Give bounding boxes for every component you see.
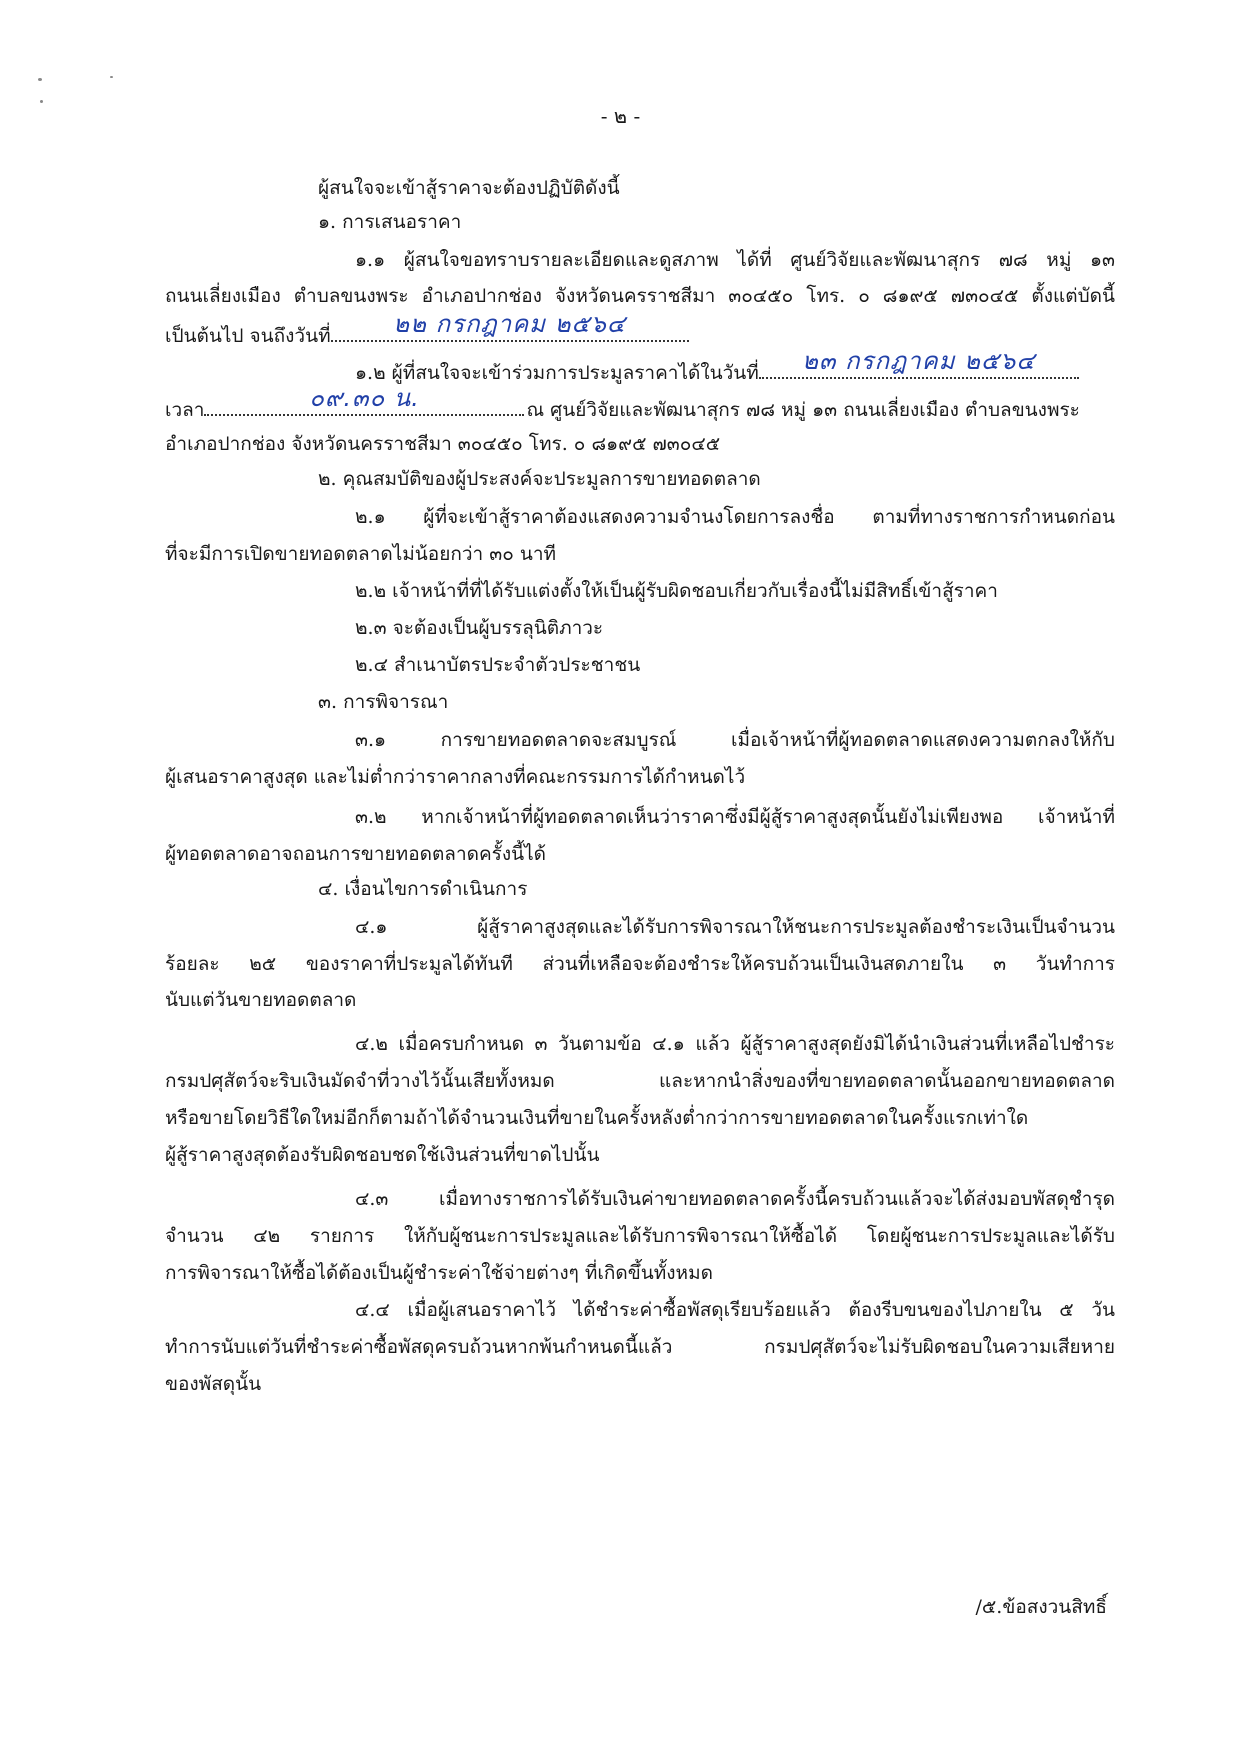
page-number: - ๒ - (600, 104, 641, 128)
continuation-note: /๕.ข้อสงวนสิทธิ์ (975, 1596, 1107, 1618)
para-2-3: ๒.๓ จะต้องเป็นผู้บรรลุนิติภาวะ (355, 617, 604, 639)
handwritten-field-time (204, 384, 524, 416)
para-1-2-label: ๑.๒ ผู้ที่สนใจจะเข้าร่วมการประมูลราคาได้ในวันที่ (355, 362, 759, 384)
para-4-2-line-4: ผู้สู้ราคาสูงสุดต้องรับผิดชอบชดใช้เงินส่วนที่ขาดไปนั้น (165, 1144, 600, 1166)
para-4-2-line-3: หรือขายโดยวิธีใดใหม่อีกก็ตามถ้าได้จำนวนเงินที่ขายในครั้งหลังต่ำกว่าการขายทอดตลาดในครั้งแรกเท่าใด (165, 1107, 1029, 1129)
para-3-1-line-1: ๓.๑ การขายทอดตลาดจะสมบูรณ์ เมื่อเจ้าหน้าที่ผู้ทอดตลาดแสดงความตกลงให้กับ (355, 729, 1115, 751)
para-4-3-line-3: การพิจารณาให้ซื้อได้ต้องเป็นผู้ชำระค่าใช้จ่ายต่างๆ ที่เกิดขึ้นทั้งหมด (165, 1262, 713, 1284)
para-3-2-line-1: ๓.๒ หากเจ้าหน้าที่ผู้ทอดตลาดเห็นว่าราคาซึ่งมีผู้สู้ราคาสูงสุดนั้นยังไม่เพียงพอ เจ้าหน้าที่ (355, 806, 1115, 828)
section-2-heading: ๒. คุณสมบัติของผู้ประสงค์จะประมูลการขายทอดตลาด (318, 468, 761, 490)
handwritten-field-end-date (331, 310, 689, 342)
venue-text: ณ ศูนย์วิจัยและพัฒนาสุกร ๗๘ หมู่ ๑๓ ถนนเลี่ยงเมือง ตำบลขนงพระ (526, 399, 1080, 421)
para-1-2-line-2 (165, 384, 1080, 424)
para-4-1-line-3: นับแต่วันขายทอดตลาด (165, 989, 357, 1011)
para-1-1-until-label: เป็นต้นไป จนถึงวันที่ (165, 325, 331, 347)
handwritten-field-auction-date (759, 347, 1079, 379)
section-3-heading: ๓. การพิจารณา (318, 691, 449, 713)
para-4-4-line-2: ทำการนับแต่วันที่ชำระค่าซื้อพัสดุครบถ้วนหากพ้นกำหนดนี้แล้ว กรมปศุสัตว์จะไม่รับผิดชอบในความเสียหาย (165, 1336, 1115, 1358)
para-4-4-line-1: ๔.๔ เมื่อผู้เสนอราคาไว้ ได้ชำระค่าซื้อพัสดุเรียบร้อยแล้ว ต้องรีบขนของไปภายใน ๕ วัน (355, 1299, 1115, 1321)
intro-line: ผู้สนใจจะเข้าสู้ราคาจะต้องปฏิบัติดังนี้ (318, 177, 620, 199)
para-1-2-line-3: อำเภอปากช่อง จังหวัดนครราชสีมา ๓๐๔๕๐ โทร. ๐ ๘๑๙๕ ๗๓๐๔๕ (165, 433, 721, 455)
section-1-heading: ๑. การเสนอราคา (318, 211, 462, 233)
para-2-2: ๒.๒ เจ้าหน้าที่ที่ได้รับแต่งตั้งให้เป็นผู้รับผิดชอบเกี่ยวกับเรื่องนี้ไม่มีสิทธิ์เข้าสู้ราคา (355, 580, 998, 602)
scan-speck (110, 76, 113, 78)
para-4-1-line-2: ร้อยละ ๒๕ ของราคาที่ประมูลได้ทันที ส่วนที่เหลือจะต้องชำระให้ครบถ้วนเป็นเงินสดภายใน ๓ วันทำการ (165, 953, 1115, 975)
para-4-3-line-2: จำนวน ๔๒ รายการ ให้กับผู้ชนะการประมูลและได้รับการพิจารณาให้ซื้อได้ โดยผู้ชนะการประมูลและได้รับ (165, 1225, 1115, 1247)
handwritten-auction-date: ๒๓ กรกฎาคม ๒๕๖๔ (802, 347, 1036, 375)
para-1-1-line-3 (165, 310, 689, 350)
handwritten-end-date: ๒๒ กรกฎาคม ๒๕๖๔ (393, 310, 626, 338)
handwritten-time: ๐๙.๓๐ น. (309, 384, 420, 412)
para-3-1-line-2: ผู้เสนอราคาสูงสุด และไม่ต่ำกว่าราคากลางที่คณะกรรมการได้กำหนดไว้ (165, 766, 746, 788)
section-4-heading: ๔. เงื่อนไขการดำเนินการ (318, 878, 528, 900)
para-4-2-line-2: กรมปศุสัตว์จะริบเงินมัดจำที่วางไว้นั้นเสียทั้งหมด และหากนำสิ่งของที่ขายทอดตลาดนั้นออกขายทอดตลาด (165, 1070, 1115, 1092)
para-2-4: ๒.๔ สำเนาบัตรประจำตัวประชาชน (355, 654, 641, 676)
time-label: เวลา (165, 399, 205, 421)
para-1-2-line-1 (355, 347, 1079, 387)
para-4-3-line-1: ๔.๓ เมื่อทางราชการได้รับเงินค่าขายทอดตลาดครั้งนี้ครบถ้วนแล้วจะได้ส่งมอบพัสดุชำรุด (355, 1188, 1115, 1210)
para-4-1-line-1: ๔.๑ ผู้สู้ราคาสูงสุดและได้รับการพิจารณาให้ชนะการประมูลต้องชำระเงินเป็นจำนวน (355, 916, 1115, 938)
para-2-1-line-2: ที่จะมีการเปิดขายทอดตลาดไม่น้อยกว่า ๓๐ นาที (165, 543, 557, 565)
para-4-4-line-3: ของพัสดุนั้น (165, 1373, 262, 1395)
para-1-1-line-2: ถนนเลี่ยงเมือง ตำบลขนงพระ อำเภอปากช่อง จังหวัดนครราชสีมา ๓๐๔๕๐ โทร. ๐ ๘๑๙๕ ๗๓๐๔๕ ตั้งแต่บัดนี้ (165, 285, 1115, 307)
scan-speck (38, 78, 42, 81)
para-2-1-line-1: ๒.๑ ผู้ที่จะเข้าสู้ราคาต้องแสดงความจำนงโดยการลงชื่อ ตามที่ทางราชการกำหนดก่อน (355, 506, 1115, 528)
para-4-2-line-1: ๔.๒ เมื่อครบกำหนด ๓ วันตามข้อ ๔.๑ แล้ว ผู้สู้ราคาสูงสุดยังมิได้นำเงินส่วนที่เหลือไปชำระ (355, 1033, 1115, 1055)
para-3-2-line-2: ผู้ทอดตลาดอาจถอนการขายทอดตลาดครั้งนี้ได้ (165, 843, 547, 865)
para-1-1-line-1: ๑.๑ ผู้สนใจขอทราบรายละเอียดและดูสภาพ ได้ที่ ศูนย์วิจัยและพัฒนาสุกร ๗๘ หมู่ ๑๓ (355, 249, 1115, 271)
